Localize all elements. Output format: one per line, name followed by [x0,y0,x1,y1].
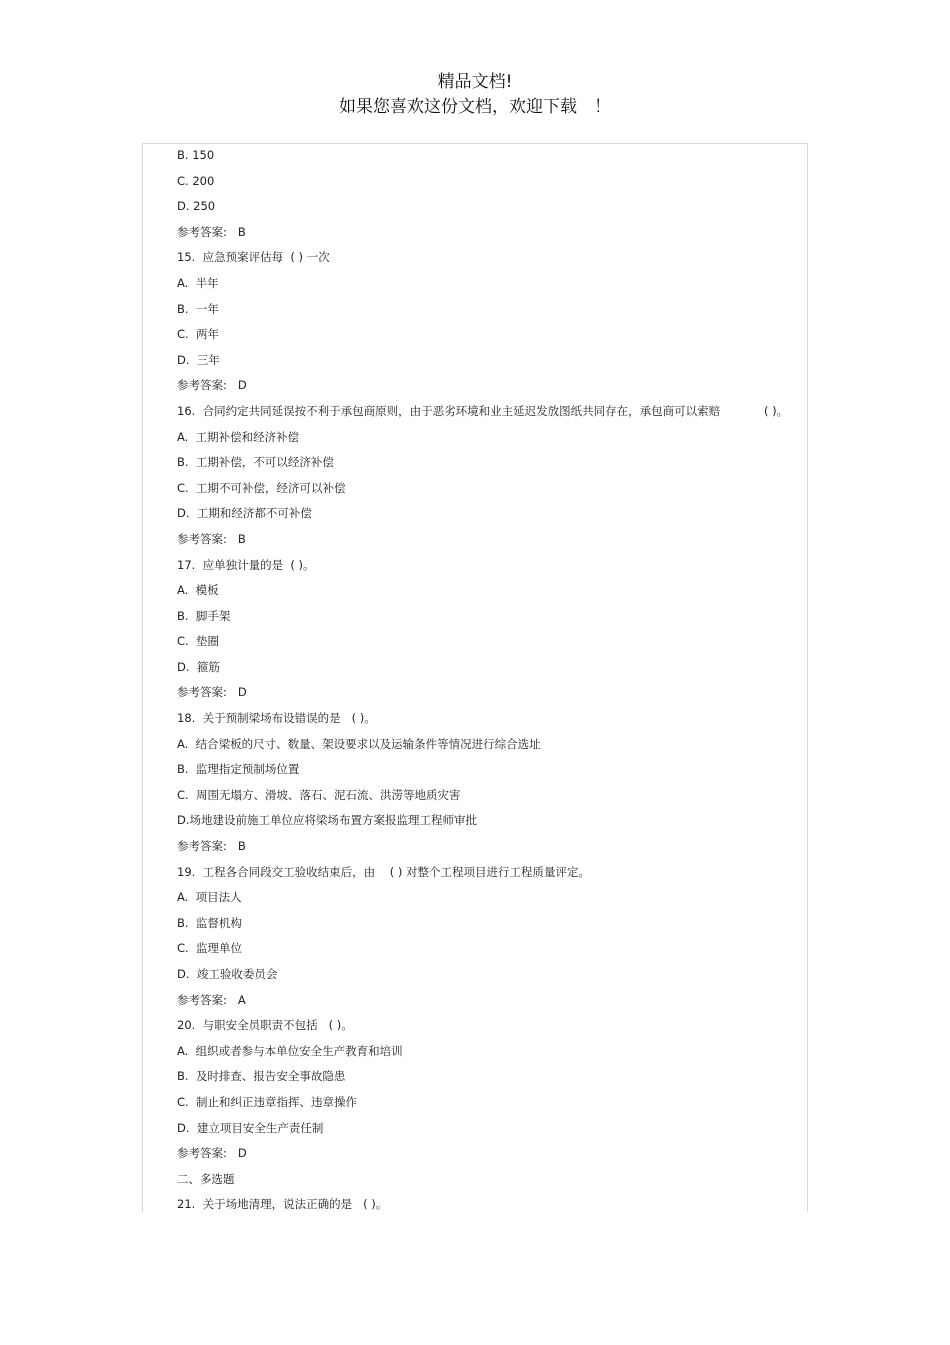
text-line: B. 工期补偿，不可以经济补偿 [177,455,334,470]
text-line: B. 及时排查、报告安全事故隐患 [177,1069,346,1084]
text-line: 参考答案: D [177,1146,247,1161]
text-line: C. 制止和纠正违章指挥、违章操作 [177,1094,357,1109]
text-line: A. 项目法人 [177,890,242,905]
text-line: D. 工期和经济都不可补偿 [177,506,312,521]
text-line: C. 200 [177,173,215,188]
text-line: D. 三年 [177,352,220,367]
text-line: A. 组织或者参与本单位安全生产教育和培训 [177,1043,403,1058]
text-line: B. 150 [177,148,215,162]
text-line: B. 监督机构 [177,915,242,930]
text-line: 19. 工程各合同段交工验收结束后，由 ( ) 对整个工程项目进行工程质量评定。 [177,864,591,879]
text-line: 参考答案: B [177,839,246,854]
text-line: 参考答案: A [177,992,246,1007]
text-line: D.场地建设前施工单位应将梁场布置方案报监理工程师审批 [177,813,478,828]
text-line: 参考答案: B [177,531,246,546]
text-line: D. 建立项目安全生产责任制 [177,1120,324,1135]
text-line: 16. 合同约定共同延误按不利于承包商原则，由于恶劣环境和业主延迟发放图纸共同存在，承包商可以索赔 ( )。 [177,403,789,418]
text-line: B. 一年 [177,301,219,316]
text-line: D. 250 [177,199,216,214]
text-line: A. 工期补偿和经济补偿 [177,429,300,444]
text-line: C. 周围无塌方、滑坡、落石、泥石流、洪涝等地质灾害 [177,787,461,802]
text-line: 参考答案: D [177,378,247,393]
text-line: 参考答案: D [177,685,247,700]
header-title: 精品文档! [437,72,513,92]
text-line: 20. 与职安全员职责不包括 ( )。 [177,1018,353,1033]
text-line: C. 两年 [177,327,219,342]
text-line: A. 结合梁板的尺寸、数量、架设要求以及运输条件等情况进行综合选址 [177,736,541,751]
text-line: C. 监理单位 [177,941,242,956]
text-line: B. 脚手架 [177,608,231,623]
text-line: D. 竣工验收委员会 [177,967,278,981]
text-line: 参考答案: B [177,224,246,239]
text-line: 21. 关于场地清理，说法正确的是 ( )。 [177,1197,388,1212]
question-list [177,143,817,1218]
text-line: C. 工期不可补偿，经济可以补偿 [177,480,346,495]
text-line: 15. 应急预案评估每 ( ) 一次 [177,250,330,265]
document-header [0,70,950,120]
text-line: A. 模板 [177,583,219,598]
text-line: C. 垫圈 [177,634,219,649]
text-line: A. 半年 [177,275,219,290]
text-line: 18. 关于预制梁场布设错误的是 ( )。 [177,711,376,726]
text-line: 17. 应单独计量的是 ( )。 [177,557,315,572]
text-line: D. 箍筋 [177,659,220,674]
header-subtitle: 如果您喜欢这份文档，欢迎下载 ！ [339,97,611,117]
text-line: B. 监理指定预制场位置 [177,762,300,777]
text-line: 二、多选题 [177,1171,235,1186]
